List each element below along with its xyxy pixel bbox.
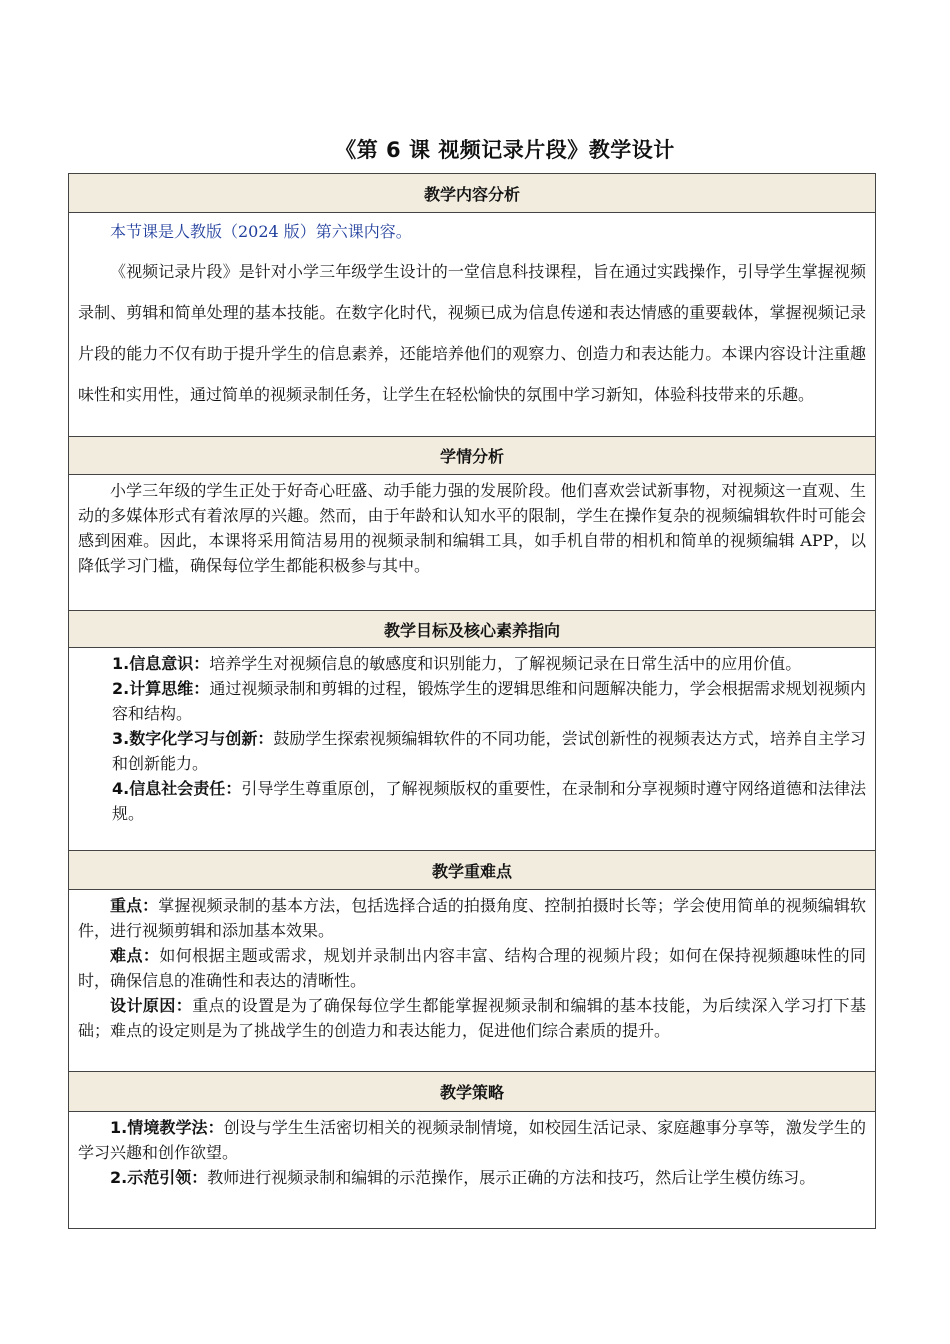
section-header-key-points: 教学重难点 [69,851,875,890]
section-header-student-analysis: 学情分析 [69,437,875,475]
edition-note: 本节课是人教版（2024 版）第六课内容。 [110,222,412,241]
lesson-plan-table [68,173,876,1229]
section-body-strategy [69,1112,875,1228]
section-header-objectives: 教学目标及核心素养指向 [69,611,875,648]
section-header-content-analysis: 教学内容分析 [69,174,875,213]
key-point-item: 重点：掌握视频录制的基本方法，包括选择合适的拍摄角度、控制拍摄时长等；学会使用简单的视频编辑软件，进行视频剪辑和添加基本效果。 [78,896,866,940]
section-body-key-points [69,890,875,1072]
strategy-item: 1.情境教学法：创设与学生生活密切相关的视频录制情境，如校园生活记录、家庭趣事分享等，激发学生的学习兴趣和创作欲望。 [78,1118,866,1162]
difficulty-item: 难点：如何根据主题或需求，规划并录制出内容丰富、结构合理的视频片段；如何在保持视频趣味性的同时，确保信息的准确性和表达的清晰性。 [78,946,866,990]
student-analysis-paragraph: 小学三年级的学生正处于好奇心旺盛、动手能力强的发展阶段。他们喜欢尝试新事物，对视频这一直观、生动的多媒体形式有着浓厚的兴趣。然而，由于年龄和认知水平的限制，学生在操作复杂的视频编辑软件时可能会感到困难。因此，本课将采用简洁易用的视频录制和编辑工具，如手机自带的相机和简单的视频编辑 APP，以降低学习门槛，确保每位学生都能积极参与其中。 [78,481,866,575]
objective-item: 4.信息社会责任：引导学生尊重原创，了解视频版权的重要性，在录制和分享视频时遵守网络道德和法律法规。 [112,779,866,823]
objective-item: 1.信息意识：培养学生对视频信息的敏感度和识别能力，了解视频记录在日常生活中的应用价值。 [112,654,802,673]
objective-item: 2.计算思维：通过视频录制和剪辑的过程，锻炼学生的逻辑思维和问题解决能力，学会根据需求规划视频内容和结构。 [112,679,866,723]
design-reason-item: 设计原因：重点的设置是为了确保每位学生都能掌握视频录制和编辑的基本技能，为后续深入学习打下基础；难点的设定则是为了挑战学生的创造力和表达能力，促进他们综合素质的提升。 [78,996,866,1040]
strategy-item: 2.示范引领：教师进行视频录制和编辑的示范操作，展示正确的方法和技巧，然后让学生模仿练习。 [110,1168,816,1187]
section-body-content-analysis [69,213,875,437]
objective-item: 3.数字化学习与创新：鼓励学生探索视频编辑软件的不同功能，尝试创新性的视频表达方式，培养自主学习和创新能力。 [112,729,866,773]
section-body-student-analysis [69,475,875,611]
section-body-objectives [69,648,875,851]
section-header-strategy: 教学策略 [69,1072,875,1112]
page-title: 《第 6 课 视频记录片段》教学设计 [335,138,675,162]
content-analysis-paragraph: 《视频记录片段》是针对小学三年级学生设计的一堂信息科技课程，旨在通过实践操作，引导学生掌握视频录制、剪辑和简单处理的基本技能。在数字化时代，视频已成为信息传递和表达情感的重要载体，掌握视频记录片段的能力不仅有助于提升学生的信息素养，还能培养他们的观察力、创造力和表达能力。本课内容设计注重趣味性和实用性，通过简单的视频录制任务，让学生在轻松愉快的氛围中学习新知，体验科技带来的乐趣。 [78,262,866,404]
